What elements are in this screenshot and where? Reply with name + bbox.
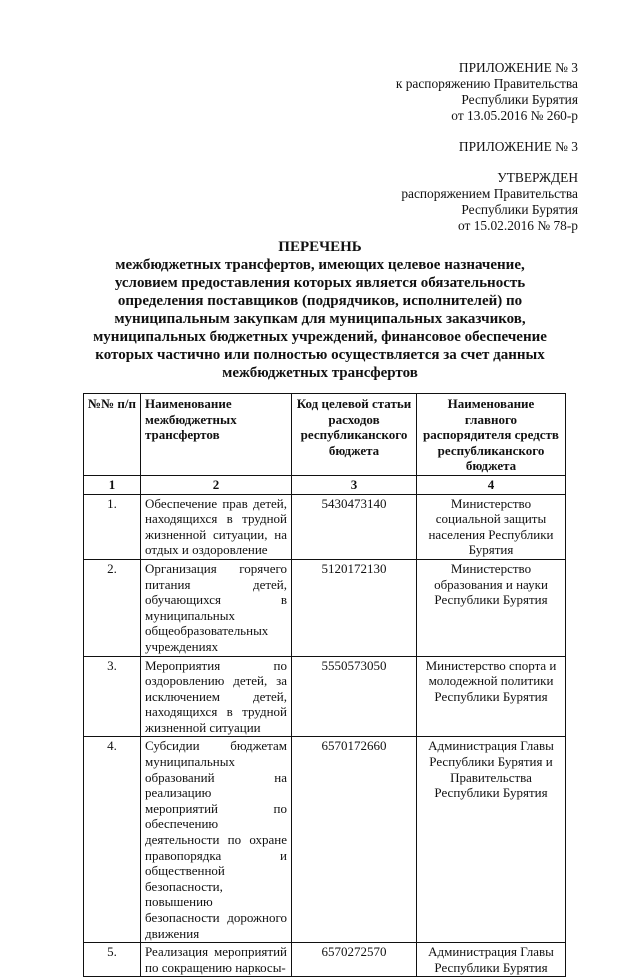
document-subtitle: межбюджетных трансфертов, имеющих целевое назначение, условием предоставления которых является обязательность определения поставщиков (подрядчиков, исполнителей) по муниципальным закупкам для муниципальных заказчиков, муниципальных бюджетных учреждений, финансовое обеспечение которых частично или полностью осуществляется за счет данных межбюджетных трансфертов — [93, 257, 547, 381]
transfer-name: Организация горячего питания детей, обучающихся в муниципальных общеобразовательных учреждениях — [141, 559, 292, 656]
transfer-name: Обеспечение прав детей, находящихся в трудной жизненной ситуации, на отдых и оздоровление — [141, 494, 292, 559]
column-number: 1 — [84, 475, 141, 494]
header-budget-code: Код целевой статьи расходов республиканского бюджета — [292, 394, 417, 476]
column-number: 4 — [417, 475, 566, 494]
approval-line: распоряжением Правительства — [401, 186, 578, 201]
budget-manager: Министерство социальной защиты населения Республики Бурятия — [417, 494, 566, 559]
transfers-table — [83, 393, 566, 977]
appendix-title: ПРИЛОЖЕНИЕ № 3 — [458, 60, 578, 75]
header-transfer-name: Наименование межбюджетных трансфертов — [141, 394, 292, 476]
column-number: 3 — [292, 475, 417, 494]
transfer-name: Субсидии бюджетам муниципальных образований на реализацию мероприятий по обеспечению деятельности по охране правопорядка и общественной безопасности, повышению безопасности дорожного движения — [141, 737, 292, 943]
row-number: 2. — [84, 559, 141, 656]
appendix-block-2 — [400, 139, 578, 155]
transfer-name: Мероприятия по оздоровлению детей, за исключением детей, находящихся в трудной жизненной ситуации — [141, 656, 292, 737]
header-budget-manager: Наименование главного распорядителя средств республиканского бюджета — [417, 394, 566, 476]
document-heading: ПЕРЕЧЕНЬ — [278, 239, 362, 255]
approval-block — [380, 170, 578, 234]
budget-code: 6570272570 — [292, 943, 417, 977]
table-row — [84, 943, 566, 977]
column-number-row — [84, 475, 566, 494]
budget-code: 6570172660 — [292, 737, 417, 943]
approval-title: УТВЕРЖДЕН — [497, 170, 578, 185]
row-number: 4. — [84, 737, 141, 943]
appendix-title: ПРИЛОЖЕНИЕ № 3 — [458, 139, 578, 154]
budget-manager: Министерство образования и науки Республики Бурятия — [417, 559, 566, 656]
budget-manager: Администрация Главы Республики Бурятия — [417, 943, 566, 977]
budget-manager: Администрация Главы Республики Бурятия и Правительства Республики Бурятия — [417, 737, 566, 943]
row-number: 5. — [84, 943, 141, 977]
appendix-date: от 13.05.2016 № 260-р — [451, 108, 578, 123]
table-row — [84, 737, 566, 943]
table-row — [84, 494, 566, 559]
appendix-line: к распоряжению Правительства — [395, 76, 578, 91]
budget-manager: Министерство спорта и молодежной политики Республики Бурятия — [417, 656, 566, 737]
transfer-name: Реализация мероприятий по сокращению наркосы- — [141, 943, 292, 977]
document-title — [90, 238, 550, 382]
appendix-line: Республики Бурятия — [461, 92, 578, 107]
table-row — [84, 559, 566, 656]
budget-code: 5120172130 — [292, 559, 417, 656]
header-number: №№ п/п — [84, 394, 141, 476]
table-header-row — [84, 394, 566, 476]
table-row — [84, 656, 566, 737]
approval-line: Республики Бурятия — [461, 202, 578, 217]
appendix-block-1 — [380, 60, 578, 124]
column-number: 2 — [141, 475, 292, 494]
budget-code: 5430473140 — [292, 494, 417, 559]
budget-code: 5550573050 — [292, 656, 417, 737]
row-number: 3. — [84, 656, 141, 737]
row-number: 1. — [84, 494, 141, 559]
approval-date: от 15.02.2016 № 78-р — [458, 218, 578, 233]
